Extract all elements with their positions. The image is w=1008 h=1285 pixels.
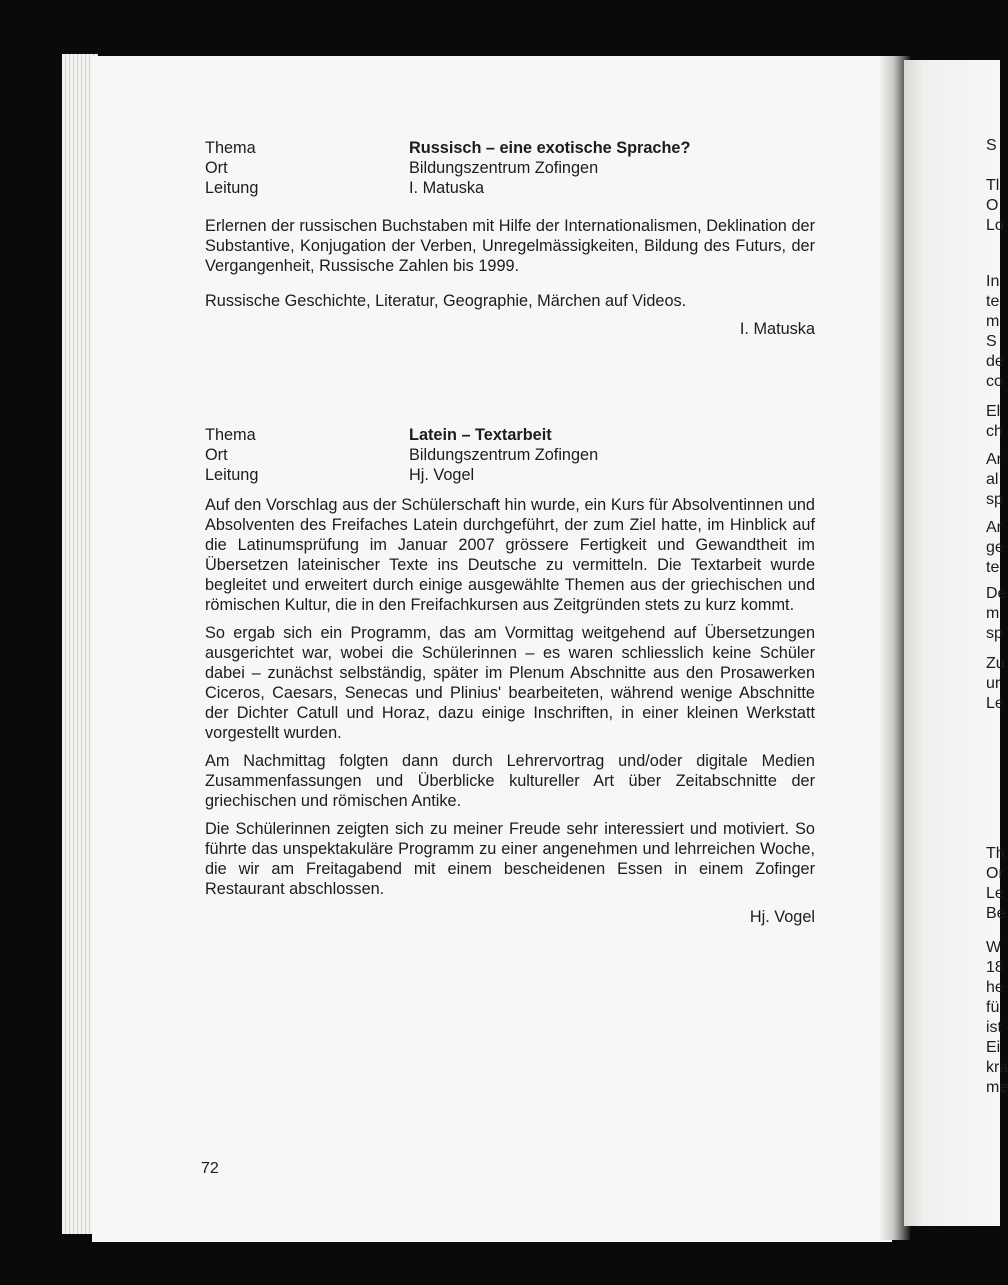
- right-page-fragment: Be: [986, 905, 1006, 922]
- right-page-fragment: m: [986, 605, 1000, 622]
- right-page-fragment: S: [986, 333, 997, 350]
- body-paragraph: Die Schülerinnen zeigten sich zu meiner Freude sehr interessiert und motiviert. So führte das unspektakuläre Programm zu einer angenehmen und lehrreichen Woche, die wir am Freitagabend mit einem bescheidenen Essen in einem Zofinger Restaurant abschlossen.: [205, 820, 815, 898]
- right-page-fragment: Le: [986, 885, 1004, 902]
- right-page-fragment: m: [986, 313, 1000, 330]
- course-location: Bildungszentrum Zofingen: [409, 159, 599, 177]
- right-page-fragment: ur: [986, 675, 1001, 692]
- course-title: Russisch – eine exotische Sprache?: [409, 139, 691, 157]
- body-paragraph: Russische Geschichte, Literatur, Geographie, Märchen auf Videos.: [205, 292, 687, 310]
- right-page-fragment: te: [986, 293, 1000, 310]
- course-leader: Hj. Vogel: [409, 466, 475, 484]
- right-page-fragment: O: [986, 197, 999, 214]
- right-page-fragment: de: [986, 353, 1004, 370]
- right-page-fragment: Ar: [986, 451, 1002, 468]
- leitung-label: Leitung: [205, 179, 259, 197]
- right-page: [904, 60, 1008, 1226]
- right-page-fragment: Lo: [986, 217, 1004, 234]
- body-paragraph: Erlernen der russischen Buchstaben mit Hilfe der Internationalismen, Deklination der Substantive, Konjugation der Verben, Unregelmässigkeiten, Bildung des Futurs, der Vergangenheit, Russische Zahlen bis 1999.: [205, 217, 815, 275]
- right-page-fragment: Th: [986, 845, 1005, 862]
- body-paragraph: So ergab sich ein Programm, das am Vormittag weitgehend auf Übersetzungen ausgerichtet war, wobei die Schülerinnen – es waren schliesslich keine Schüler dabei – zunächst selbständig, später im Plenum Abschnitte aus den Prosawerken Ciceros, Caesars, Senecas und Plinius' bearbeiteten, während wenige Abschnitte der Dichter Catull und Horaz, dazu einige Inschriften, in einer kleinen Werkstatt vorgestellt wurden.: [205, 624, 815, 742]
- ort-label: Ort: [205, 159, 228, 177]
- leitung-label: Leitung: [205, 466, 259, 484]
- right-page-fragment: ch: [986, 423, 1003, 440]
- right-page-fragment: De: [986, 585, 1007, 602]
- course-location: Bildungszentrum Zofingen: [409, 446, 599, 464]
- author-signature: Hj. Vogel: [749, 908, 815, 926]
- right-page-fragment: Tl: [986, 177, 1000, 194]
- course-title: Latein – Textarbeit: [409, 426, 552, 444]
- right-page-fragment: ge: [986, 539, 1004, 556]
- ort-label: Ort: [205, 446, 228, 464]
- right-page-fragment: In: [986, 273, 1000, 290]
- right-page-fragment: S: [986, 137, 997, 154]
- right-page-fragment: me: [986, 1079, 1008, 1096]
- right-page-fragment: sp: [986, 625, 1003, 642]
- right-page-fragment: Ar: [986, 519, 1002, 536]
- right-page-fragment: El: [986, 403, 1001, 420]
- right-page-fragment: Zu: [986, 655, 1005, 672]
- right-page-fragment: Or: [986, 865, 1004, 882]
- right-page-fragment: he: [986, 979, 1004, 996]
- course-info-russisch: [205, 138, 815, 198]
- course-leader: I. Matuska: [409, 179, 485, 197]
- author-signature: I. Matuska: [739, 320, 815, 338]
- body-paragraph: Auf den Vorschlag aus der Schülerschaft hin wurde, ein Kurs für Absolventinnen und Absolventen des Freifaches Latein durchgeführt, der zum Ziel hatte, im Hinblick auf die Latinumsprüfung im Januar 2007 grössere Fertigkeit und Gewandtheit im Übersetzen lateinischer Texte ins Deutsche zu vermitteln. Die Textarbeit wurde begleitet und erweitert durch einige ausgewählte Themen aus der griechischen und römischen Kultur, die in den Freifachkursen aus Zeitgründen stets zu kurz kommt.: [205, 496, 815, 614]
- course-info-latein: [205, 425, 815, 485]
- right-page-fragment: Le: [986, 695, 1004, 712]
- right-page-fragment: kra: [986, 1059, 1008, 1076]
- right-page-fragment: fü: [986, 999, 1000, 1016]
- right-page-fragment: Ei: [986, 1039, 1001, 1056]
- right-page-fragment: te: [986, 559, 1000, 576]
- right-page-fragment: co: [986, 373, 1003, 390]
- thema-label: Thema: [205, 139, 256, 157]
- right-page-fragment: W: [986, 939, 1002, 956]
- page-number: 72: [201, 1160, 219, 1177]
- right-page-fragment: al: [986, 471, 999, 488]
- right-page-fragment: sp: [986, 491, 1003, 508]
- page-content: [205, 138, 815, 927]
- thema-label: Thema: [205, 426, 256, 444]
- right-page-fragment: ist: [986, 1019, 1002, 1036]
- body-paragraph: Am Nachmittag folgten dann durch Lehrervortrag und/oder digitale Medien Zusammenfassungen und Überblicke kultureller Art über Zeitabschnitte der griechischen und römischen Antike.: [205, 752, 815, 810]
- right-page-fragment: 18: [986, 959, 1004, 976]
